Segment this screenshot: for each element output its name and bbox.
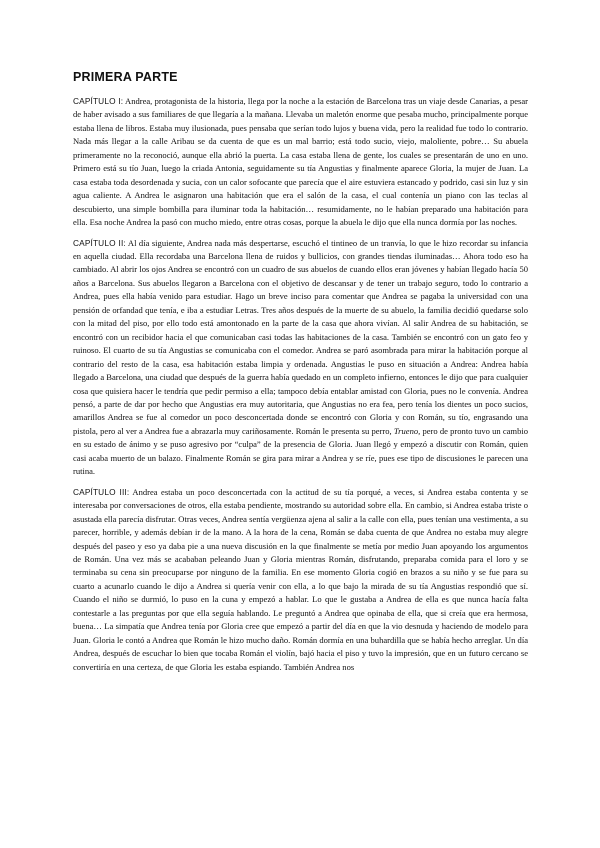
chapter-1-heading: CAPÍTULO I: [73, 96, 124, 106]
chapter-2-text-after: pero de pronto tuvo un cambio en su estado de ánimo y se puso agresivo por “culpa” de la presencia de Gloria. Juan llegó y empezó a discutir con Román, quien casi acaba muerto de un balazo. Finalmente Román se gira para mirar a Andrea y se ríe, pues ese tipo de discusiones le parecen una rutina. [73, 425, 528, 477]
chapter-2-text-before: Al día siguiente, Andrea nada más despertarse, escuchó el tintineo de un tranvía, lo que le hizo recordar su infancia en aquella ciudad. Ella recordaba una Barcelona llena de ruidos y bullicios, con grandes tiendas iluminadas… Ahora todo eso ha cambiado. Al abrir los ojos Andrea se encontró con un cuadro de sus abuelos de cuando ellos eran jóvenes y habían llegado hacía 50 años a Barcelona. Sus abuelos llegaron a Barcelona con el objetivo de descansar y de tener un trabajo seguro, todo lo contrario a Andrea, pues ella había venido para estudiar. Hago un breve inciso para comentar que Andrea se pagaba la universidad con una pensión de orfandad que tenía, e iba a estudiar Letras. Tres años después de la muerte de su abuelo, la familia decidió quedarse solo con la mitad del piso, por ello todo está amontonado en la parte de la casa que ahora vivían. Al salir Andrea de su habitación, se encontró con un recibidor hacia el que comunicaban casi todas las habitaciones de la casa. También se encontró con un gato feo y ruinoso. El cuarto de su tía Angustias se comunicaba con el comedor. Andrea se paró asombrada para mirar la habitación porque al contrario del resto de la casa, esa habitación estaba limpia y ordenada. Angustias le puso en situación a Andrea: Andrea había llegado a Barcelona, una ciudad que después de la guerra había quedado en un completo infierno, entonces le dijo que para cualquier cosa que quisiera hacer le tendría que pedir permiso a ella; tampoco debía entablar amistad con Gloria, pues no le convenía. Andrea pensó, a parte de dar por hecho que Angustias era muy autoritaria, que Angustias no era fea, pero tenía los dientes un poco sucios, amarillos Andrea se fue al comedor un poco desconcertada donde se encontró con Gloria y con Román, su tío, engrasando una pistola, pero al ver a Andrea fue a abrazarla muy cariñosamente. Román le presenta su perro, [73, 237, 528, 436]
document-page [73, 70, 528, 681]
chapter-3-paragraph [73, 486, 528, 674]
chapter-2-paragraph [73, 237, 528, 479]
chapter-1-text: Andrea, protagonista de la historia, llega por la noche a la estación de Barcelona tras un viaje desde Canarias, a pesar de haber avisado a sus familiares de que llegaría a la mañana. Llevaba un maletón enorme que pesaba mucho, principalmente porque estaba llena de libros. Estaba muy ilusionada, pues pensaba que serían todo lujos y buena vida, pero la realidad fue todo lo contrario. Nada más llegar a la calle Aribau se da cuenta de que es un mal barrio; está todo sucio, viejo, maloliente, pobre… Su abuela primeramente no la reconoció, aunque ella abrió la puerta. La casa estaba llena de gente, los cuales se presentarán de uno en uno. Primero está su tío Juan, luego la criada Antonia, seguidamente su tía Angustias y finalmente aparece Gloria, la mujer de Juan. La casa estaba toda desordenada y sucia, con un calor sofocante que parecía que el aire estuviera estancado y podrido, casi sin luz y sin agua caliente. A Andrea le asignaron una habitación que era el salón de la casa, el cual contenía un piano con las teclas al descubierto, una simple bombilla para iluminar toda la habitación… resumidamente, no le habían preparado una habitación para ella. Esa noche Andrea la pasó con mucho miedo, entre otras cosas, porque la abuela le dijo que ella nunca dormía por las noches. [73, 96, 529, 228]
chapter-3-heading: CAPÍTULO III: [73, 486, 130, 497]
dog-name: Trueno, [393, 425, 421, 436]
chapter-1-paragraph [73, 95, 528, 230]
part-title: PRIMERA PARTE [73, 70, 178, 84]
chapter-3-text: Andrea estaba un poco desconcertada con la actitud de su tía porqué, a veces, si Andrea estaba contenta y se interesaba por conversaciones de otros, ella estaba pendiente, mostrando su autoridad sobre ella. En cambio, si Andrea estaba triste o asustada ella parecía disfrutar. Otras veces, Andrea sentía vergüenza ajena al salir a la calle con ella, pues tenían una vestimenta, a su parecer, horrible, y además debían ir de la mano. A la hora de la cena, Román se daba cuenta de que Andrea no estaba muy alegre después del paseo y eso ya daba pie a una nueva discusión en la que finalmente se metía por medio Juan apoyando los argumentos de Román. Una vez más se acababan peleando Juan y Gloria mientras Román, disfrutando, preparaba comida para el loro y se terminaba su cena sin preocuparse por ninguno de la familia. En ese momento Gloria cogió en brazos a su niño y se fue para su cuarto a acunarlo cuando le dijo a Andrea si quería venir con ella, a lo que bajo la mirada de su tía Angustias respondió que sí. Cuando el niño se durmió, lo puso en la cuna y empezó a hablar. Lo que le gustaba a Andrea de ella es que nunca hacía falta contestarle a las preguntas por que ella seguía hablando. Le preguntó a Andrea que opinaba de ella, que si creía que era hermosa, buena… La simpatía que Andrea tenía por Gloria cree que empezó a partir del día en que la vio desnuda y haciendo de modelo para Juan. Gloria le contó a Andrea que Román le hizo mucho daño. Román dormía en una buhardilla que se había hecho arreglar. Un día Andrea, después de escuchar lo bien que tocaba Román el violín, bajó hacia el piso y tuvo la impresión, que en un futuro cercano se convertiría en una certeza, de que Gloria les estaba espiando. También Andrea nos [73, 486, 528, 672]
chapter-2-heading: CAPÍTULO II: [73, 237, 126, 248]
